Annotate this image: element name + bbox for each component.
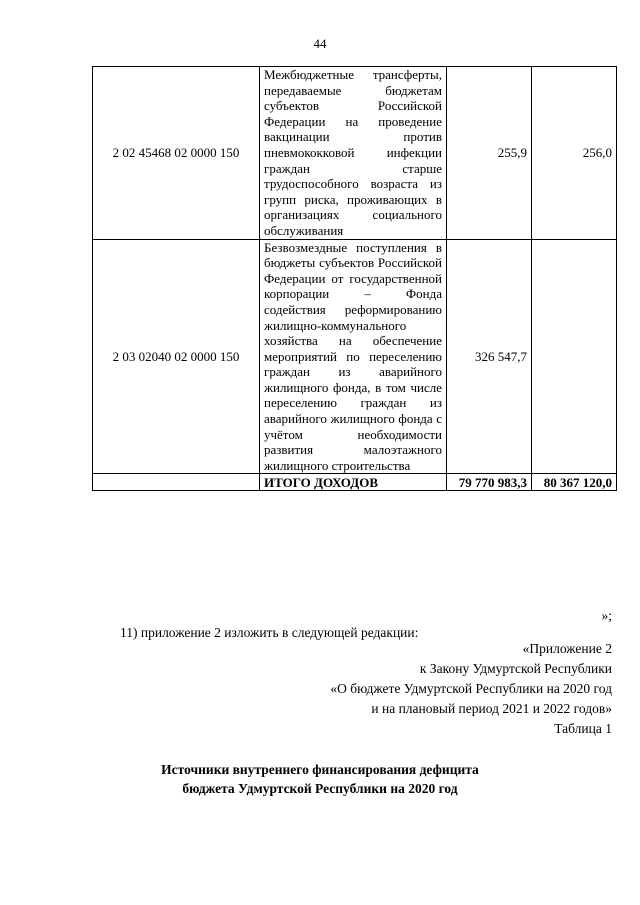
table-row — [93, 239, 617, 474]
value-2020-cell: 326 547,7 — [447, 239, 532, 474]
appendix-header-line-1: «Приложение 2 — [522, 641, 612, 656]
amendment-instruction: 11) приложение 2 изложить в следующей редакции: — [120, 625, 419, 640]
page-number: 44 — [313, 36, 327, 51]
revenue-name-cell: Межбюджетные трансферты, передаваемые бюджетам субъектов Российской Федерации на проведение вакцинации против пневмококковой инфекции граждан старше трудоспособного возраста из групп риска, проживающих в организациях социального обслуживания — [260, 67, 447, 240]
table-label: Таблица 1 — [554, 721, 612, 736]
value-2020-cell: 255,9 — [447, 67, 532, 240]
budget-code-cell: 2 03 02040 02 0000 150 — [93, 239, 260, 474]
total-value-2020: 79 770 983,3 — [447, 474, 532, 491]
section-title-line-2: бюджета Удмуртской Республики на 2020 год — [182, 781, 458, 796]
appendix-header-line-4: и на плановый период 2021 и 2022 годов» — [371, 701, 612, 716]
value-2021-cell: 256,0 — [532, 67, 617, 240]
total-row — [93, 474, 617, 491]
revenue-name-cell: Безвозмездные поступления в бюджеты субъектов Российской Федерации от государственной корпорации – Фонда содействия реформированию жилищно-коммунального хозяйства на обеспечение мероприятий по переселению граждан из аварийного жилищного фонда, в том числе переселению граждан из аварийного жилищного фонда с учётом необходимости развития малоэтажного жилищного строительства — [260, 239, 447, 474]
revenue-table — [92, 66, 617, 491]
total-empty-cell — [93, 474, 260, 491]
table-row — [93, 67, 617, 240]
total-label: ИТОГО ДОХОДОВ — [260, 474, 447, 491]
appendix-header-line-2: к Закону Удмуртской Республики — [419, 661, 612, 676]
closing-quote-mark: »; — [601, 608, 612, 623]
budget-code-cell: 2 02 45468 02 0000 150 — [93, 67, 260, 240]
section-title-line-1: Источники внутреннего финансирования дефицита — [161, 762, 479, 777]
total-value-2021: 80 367 120,0 — [532, 474, 617, 491]
value-2021-cell — [532, 239, 617, 474]
appendix-header-line-3: «О бюджете Удмуртской Республики на 2020 год — [330, 681, 612, 696]
